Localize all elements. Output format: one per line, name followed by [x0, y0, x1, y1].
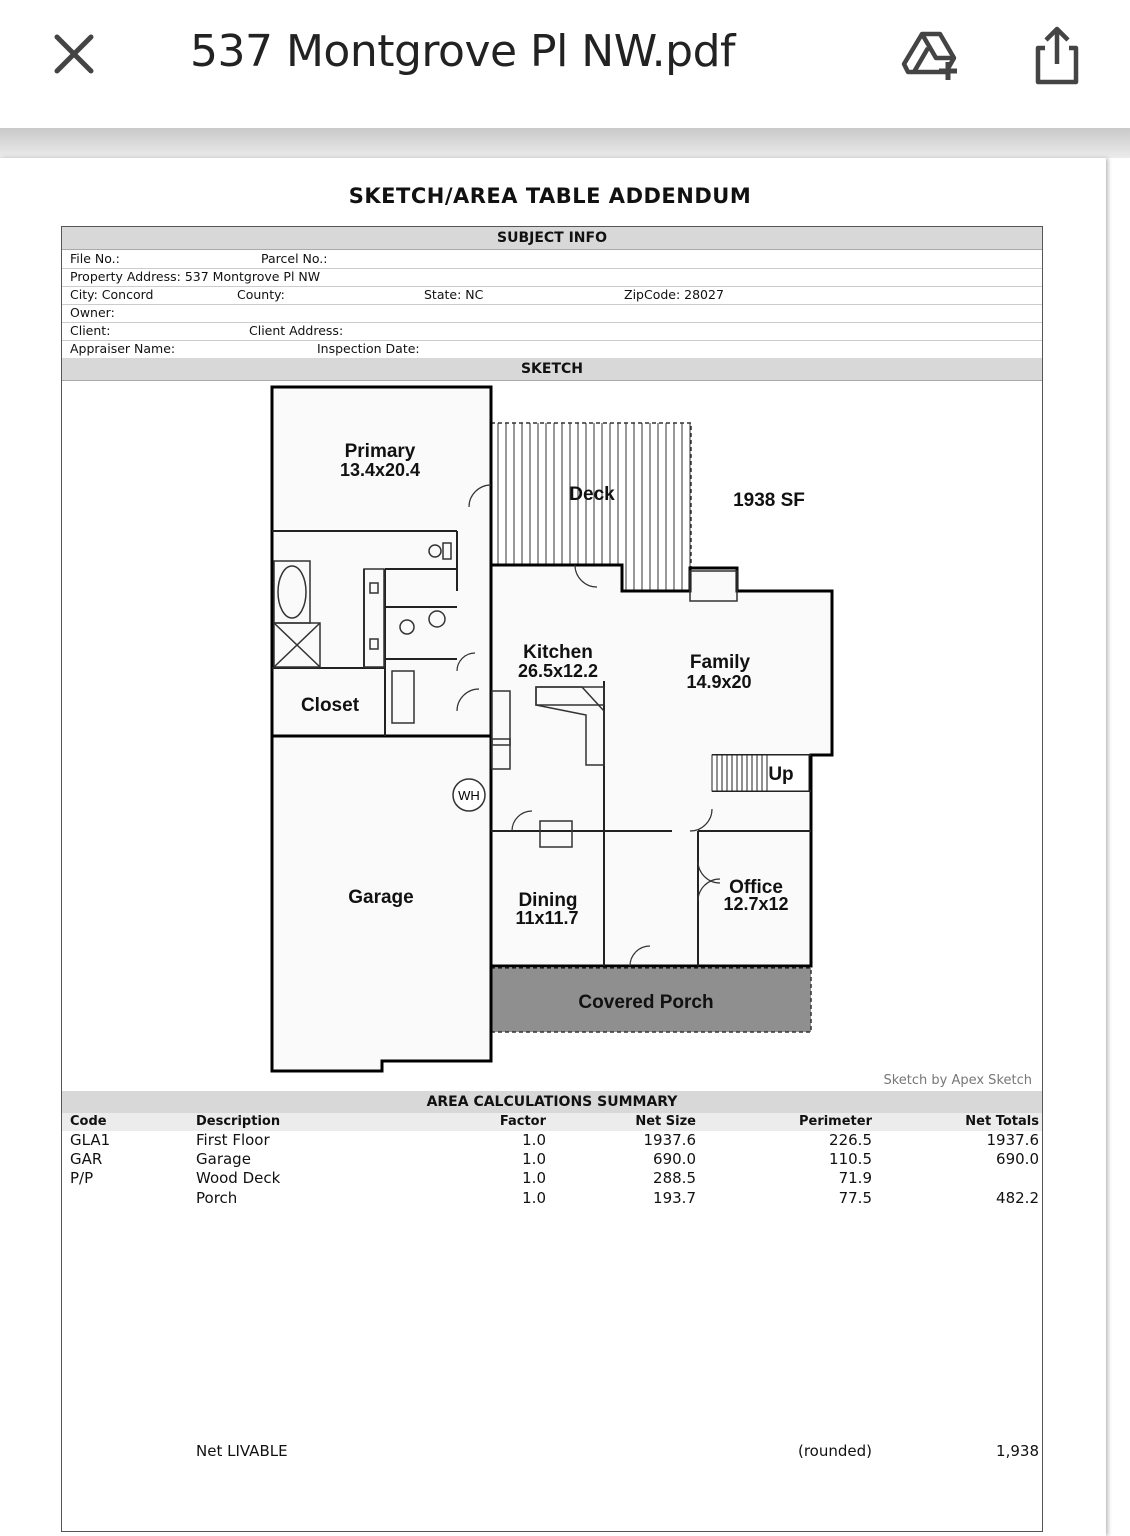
table-row	[62, 1168, 1042, 1188]
cell-code: GAR	[70, 1150, 103, 1168]
room-office-size: 12.7x12	[723, 894, 789, 914]
room-deck-name: Deck	[569, 484, 615, 505]
net-livable-value: 1,938	[996, 1442, 1039, 1460]
table-row	[62, 1130, 1042, 1150]
room-garage-name: Garage	[348, 887, 414, 908]
cell-net-size: 193.7	[653, 1189, 696, 1207]
app-bar	[0, 0, 1130, 128]
col-factor: Factor	[499, 1114, 546, 1129]
col-description: Description	[196, 1114, 281, 1129]
room-kitchen-size: 26.5x12.2	[517, 661, 599, 681]
drive-add-icon[interactable]	[900, 26, 962, 84]
state: State: NC	[424, 287, 484, 302]
area-table-header	[62, 1113, 1042, 1131]
room-family-size: 14.9x20	[686, 672, 752, 692]
addendum-frame	[61, 226, 1043, 1532]
inspection-date: Inspection Date:	[317, 341, 420, 356]
document-title: 537 Montgrove Pl NW.pdf	[190, 26, 736, 77]
property-address: Property Address: 537 Montgrove Pl NW	[70, 269, 321, 284]
page-title: SKETCH/AREA TABLE ADDENDUM	[348, 184, 752, 208]
col-perimeter: Perimeter	[798, 1114, 872, 1129]
share-icon[interactable]	[1030, 24, 1084, 88]
pdf-page	[0, 158, 1106, 1536]
info-row-location	[62, 286, 1042, 305]
cell-net-size: 1937.6	[643, 1131, 696, 1149]
client-address: Client Address:	[249, 323, 344, 338]
owner: Owner:	[70, 305, 115, 320]
col-net-totals: Net Totals	[965, 1114, 1039, 1129]
cell-net-size: 288.5	[653, 1169, 696, 1187]
room-covered-porch-name: Covered Porch	[578, 992, 714, 1013]
cell-net-size: 690.0	[653, 1150, 696, 1168]
parcel-no: Parcel No.:	[261, 251, 328, 266]
water-heater-label: WH	[458, 788, 480, 803]
sketch-credit: Sketch by Apex Sketch	[883, 1073, 1032, 1088]
cell-net-totals: 482.2	[996, 1189, 1039, 1207]
cell-description: Porch	[196, 1189, 238, 1207]
area-summary-heading: AREA CALCULATIONS SUMMARY	[62, 1091, 1042, 1114]
info-row-file	[62, 250, 1042, 269]
cell-factor: 1.0	[522, 1131, 546, 1149]
cell-net-totals: 1937.6	[986, 1131, 1039, 1149]
room-office-name: Office	[729, 877, 783, 898]
room-dining-name: Dining	[518, 890, 578, 911]
cell-code: GLA1	[70, 1131, 111, 1149]
water-heater	[453, 779, 485, 811]
cell-description: Garage	[196, 1150, 251, 1168]
cell-perimeter: 110.5	[829, 1150, 872, 1168]
info-row-appraiser	[62, 340, 1042, 359]
col-code: Code	[70, 1114, 107, 1129]
room-primary-name: Primary	[344, 441, 416, 462]
rounded-label: (rounded)	[797, 1442, 872, 1460]
room-primary-size: 13.4x20.4	[339, 460, 421, 480]
stairs-label: Up	[768, 764, 794, 785]
room-dining-size: 11x11.7	[515, 908, 579, 928]
appraiser-name: Appraiser Name:	[70, 341, 176, 356]
total-sf-label: 1938 SF	[733, 490, 805, 511]
cell-net-totals: 690.0	[996, 1150, 1039, 1168]
cell-factor: 1.0	[522, 1169, 546, 1187]
table-row	[62, 1149, 1042, 1169]
zipcode: ZipCode: 28027	[624, 287, 724, 302]
room-closet-name: Closet	[300, 695, 360, 716]
sketch-heading: SKETCH	[62, 358, 1042, 381]
net-livable-label: Net LIVABLE	[196, 1442, 288, 1460]
client: Client:	[70, 323, 111, 338]
toolbar-shadow	[0, 128, 1130, 158]
info-row-address	[62, 268, 1042, 287]
floor-plan-sketch	[62, 381, 1042, 1091]
cell-perimeter: 77.5	[838, 1189, 872, 1207]
stairs	[712, 755, 809, 791]
cell-factor: 1.0	[522, 1189, 546, 1207]
close-icon[interactable]	[52, 32, 96, 76]
info-row-owner	[62, 304, 1042, 323]
cell-factor: 1.0	[522, 1150, 546, 1168]
cell-code: P/P	[70, 1169, 94, 1187]
room-kitchen-name: Kitchen	[523, 642, 593, 663]
cell-description: Wood Deck	[196, 1169, 281, 1187]
room-family-name: Family	[689, 652, 751, 673]
file-no: File No.:	[70, 251, 120, 266]
col-net-size: Net Size	[635, 1114, 696, 1129]
info-row-client	[62, 322, 1042, 341]
cell-description: First Floor	[196, 1131, 270, 1149]
cell-perimeter: 71.9	[838, 1169, 872, 1187]
cell-perimeter: 226.5	[829, 1131, 872, 1149]
subject-info-heading: SUBJECT INFO	[62, 227, 1042, 250]
table-row	[62, 1188, 1042, 1208]
city: City: Concord	[70, 287, 154, 302]
county: County:	[237, 287, 285, 302]
net-livable-row	[62, 1441, 1042, 1461]
